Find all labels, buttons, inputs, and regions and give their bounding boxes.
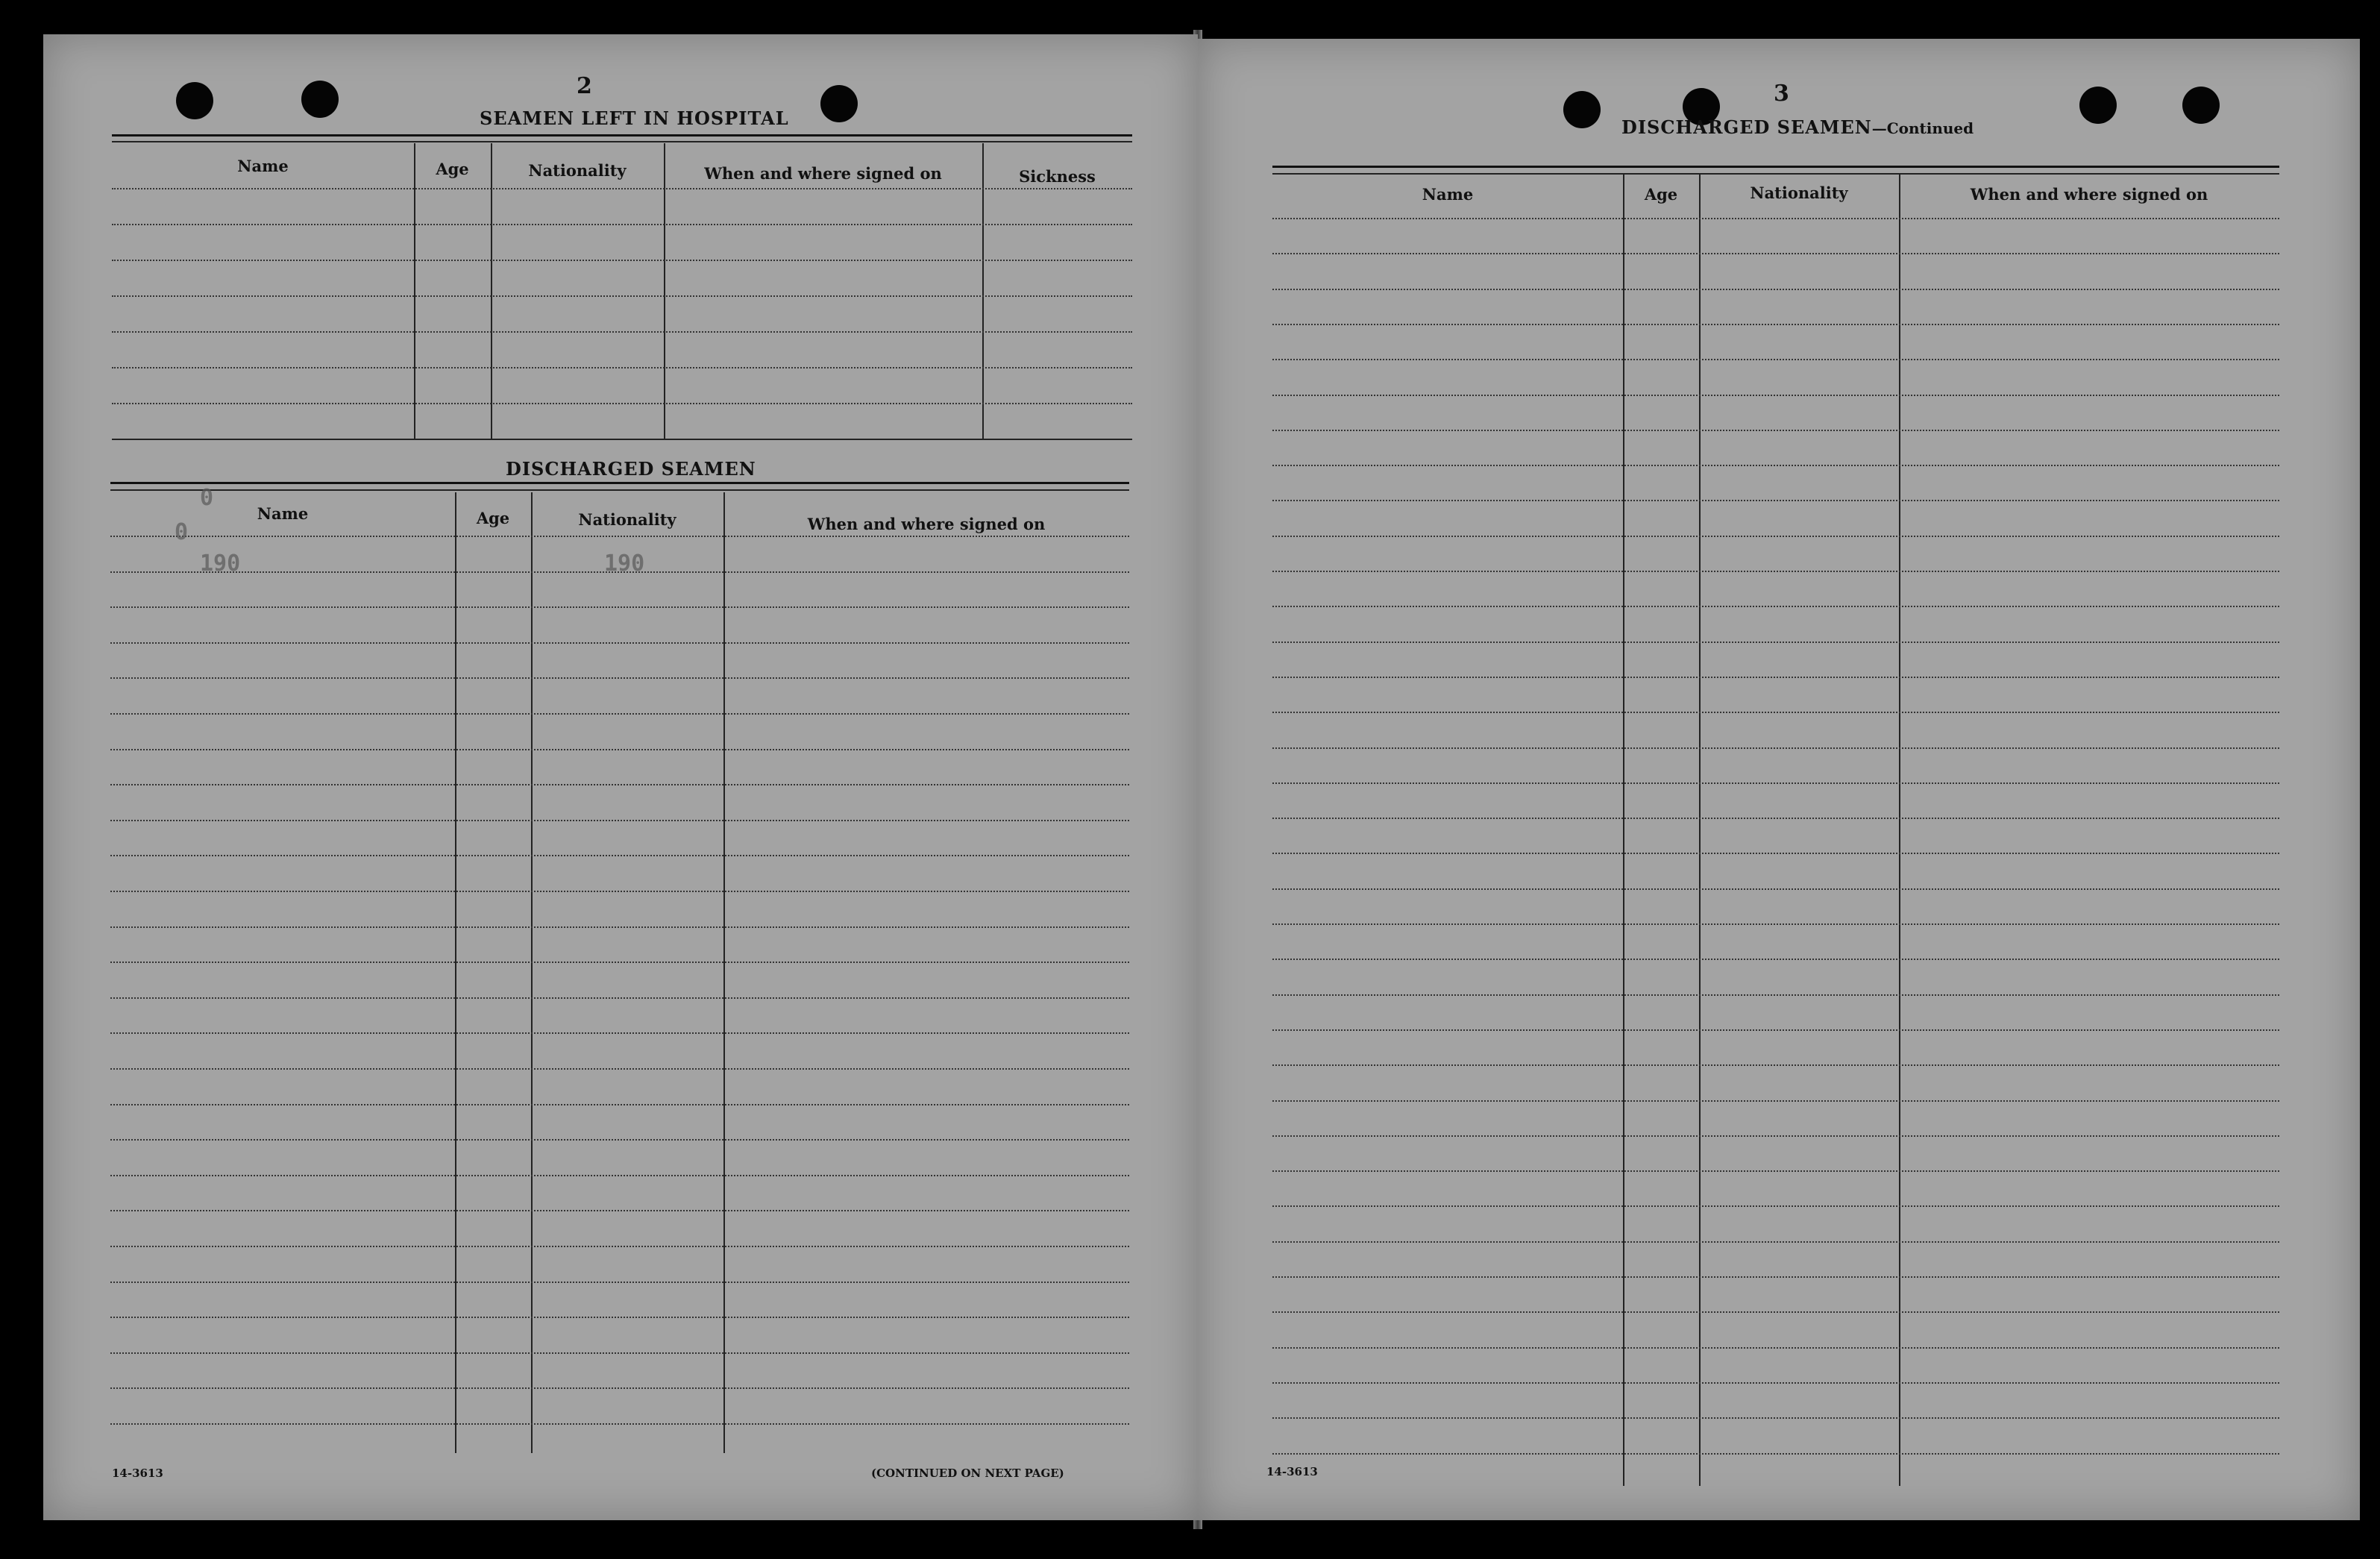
discharged-col-age: Age [476, 509, 510, 527]
ruled-row-line [110, 1210, 1129, 1211]
ruled-row-line [1272, 395, 2279, 396]
ruled-row-line [1272, 959, 2279, 960]
ruled-row-line [1272, 1276, 2279, 1278]
ruled-row-line [1272, 994, 2279, 996]
ruled-row-line [1272, 1347, 2279, 1349]
right-col-age: Age [1644, 185, 1678, 204]
column-divider [531, 492, 533, 1453]
ruled-row-line [110, 1175, 1129, 1176]
ruled-row-line [1272, 712, 2279, 713]
ruled-row-line [1272, 1064, 2279, 1066]
table-top-rule [112, 141, 1132, 142]
ruled-row-line [112, 260, 1132, 261]
ruled-row-line [1272, 1205, 2279, 1207]
ruled-row-line [1272, 1382, 2279, 1384]
ruled-row-line [1272, 747, 2279, 749]
ruled-row-line [1272, 536, 2279, 537]
form-number: 14-3613 [112, 1467, 163, 1480]
ruled-row-line [112, 188, 1132, 189]
ruled-row-line [1272, 1135, 2279, 1137]
ruled-row-line [110, 1068, 1129, 1070]
ruled-row-line [110, 1387, 1129, 1389]
ruled-row-line [110, 784, 1129, 785]
hospital-col-nationality: Nationality [528, 161, 627, 180]
ruled-row-line [112, 224, 1132, 225]
ruled-row-line [1272, 1100, 2279, 1102]
ruled-row-line [110, 891, 1129, 892]
punch-hole [176, 82, 213, 119]
ruled-row-line [110, 1032, 1129, 1034]
punch-hole [301, 81, 339, 118]
right-page [1198, 39, 2360, 1520]
ruled-row-line [1272, 853, 2279, 854]
ruled-row-line [110, 606, 1129, 608]
ruled-row-line [1272, 465, 2279, 466]
punch-hole [2182, 87, 2220, 124]
left-page [43, 34, 1198, 1520]
ruled-row-line [1272, 500, 2279, 501]
ruled-row-line [110, 749, 1129, 750]
ruled-row-line [1272, 218, 2279, 219]
ruled-row-line [1272, 1311, 2279, 1313]
ruled-row-line [110, 1317, 1129, 1318]
right-col-name: Name [1422, 185, 1474, 204]
ruled-row-line [1272, 253, 2279, 254]
right-col-signed-on: When and where signed on [1970, 185, 2208, 204]
ruled-row-line [110, 855, 1129, 856]
page-number: 2 [577, 73, 592, 99]
hospital-col-signed-on: When and where signed on [704, 164, 942, 183]
ruled-row-line [1272, 1029, 2279, 1031]
punch-hole [1563, 91, 1601, 128]
column-divider [723, 492, 725, 1453]
ruled-row-line [110, 1423, 1129, 1425]
ruled-row-line [112, 331, 1132, 333]
ruled-row-line [110, 536, 1129, 537]
ruled-row-line [1272, 359, 2279, 360]
ruled-row-line [110, 1139, 1129, 1141]
ruled-row-line [110, 997, 1129, 999]
ruled-row-line [1272, 1453, 2279, 1455]
ruled-row-line [1272, 642, 2279, 643]
table-top-rule [112, 134, 1132, 137]
faint-stamp: 0 [175, 519, 189, 545]
ruled-row-line [110, 642, 1129, 644]
ruled-row-line [112, 367, 1132, 368]
form-number: 14-3613 [1266, 1465, 1318, 1478]
ruled-row-line [110, 677, 1129, 679]
hospital-section-title: SEAMEN LEFT IN HOSPITAL [480, 107, 789, 129]
ruled-row-line [1272, 1241, 2279, 1243]
column-divider [1899, 175, 1900, 1486]
discharged-col-name: Name [257, 504, 309, 523]
table-top-rule [1272, 166, 2279, 168]
right-section-title [1621, 116, 1974, 138]
ruled-row-line [1272, 923, 2279, 925]
ruled-row-line [112, 403, 1132, 404]
ruled-row-line [1272, 782, 2279, 784]
hospital-col-age: Age [436, 160, 469, 178]
ruled-row-line [1272, 1170, 2279, 1172]
ruled-row-line [1272, 289, 2279, 290]
discharged-col-signed-on: When and where signed on [807, 515, 1046, 533]
faint-stamp: 190 [604, 550, 645, 577]
table-top-rule [110, 482, 1129, 484]
ruled-row-line [110, 1104, 1129, 1105]
hospital-col-sickness: Sickness [1019, 167, 1096, 186]
ruled-row-line [110, 1282, 1129, 1283]
page-number: 3 [1774, 81, 1789, 107]
ruled-row-line [1272, 1417, 2279, 1419]
table-bottom-rule [112, 439, 1132, 440]
ruled-row-line [1272, 430, 2279, 431]
section-title-suffix: —Continued [1871, 119, 1974, 137]
hospital-col-name: Name [237, 157, 289, 175]
table-top-rule [110, 489, 1129, 491]
faint-stamp: 0 [200, 485, 214, 511]
ruled-row-line [1272, 324, 2279, 325]
discharged-section-title: DISCHARGED SEAMEN [506, 458, 756, 480]
punch-hole [820, 85, 858, 122]
ruled-row-line [110, 926, 1129, 928]
ruled-row-line [1272, 888, 2279, 890]
discharged-col-nationality: Nationality [578, 510, 676, 529]
ruled-row-line [1272, 818, 2279, 819]
ruled-row-line [110, 962, 1129, 963]
ruled-row-line [1272, 606, 2279, 607]
column-divider [1623, 175, 1624, 1486]
ruled-row-line [110, 1352, 1129, 1354]
ruled-row-line [110, 820, 1129, 821]
ruled-row-line [1272, 571, 2279, 572]
section-title-main: DISCHARGED SEAMEN [1621, 116, 1872, 138]
table-top-rule [1272, 173, 2279, 175]
right-col-nationality: Nationality [1750, 183, 1848, 202]
continued-note: (CONTINUED ON NEXT PAGE) [871, 1467, 1064, 1480]
ruled-row-line [112, 295, 1132, 297]
faint-stamp: 190 [200, 550, 241, 577]
column-divider [455, 492, 456, 1453]
ruled-row-line [110, 1246, 1129, 1247]
punch-hole [2079, 87, 2117, 124]
ruled-row-line [1272, 677, 2279, 678]
ruled-row-line [110, 713, 1129, 715]
column-divider [1699, 175, 1701, 1486]
